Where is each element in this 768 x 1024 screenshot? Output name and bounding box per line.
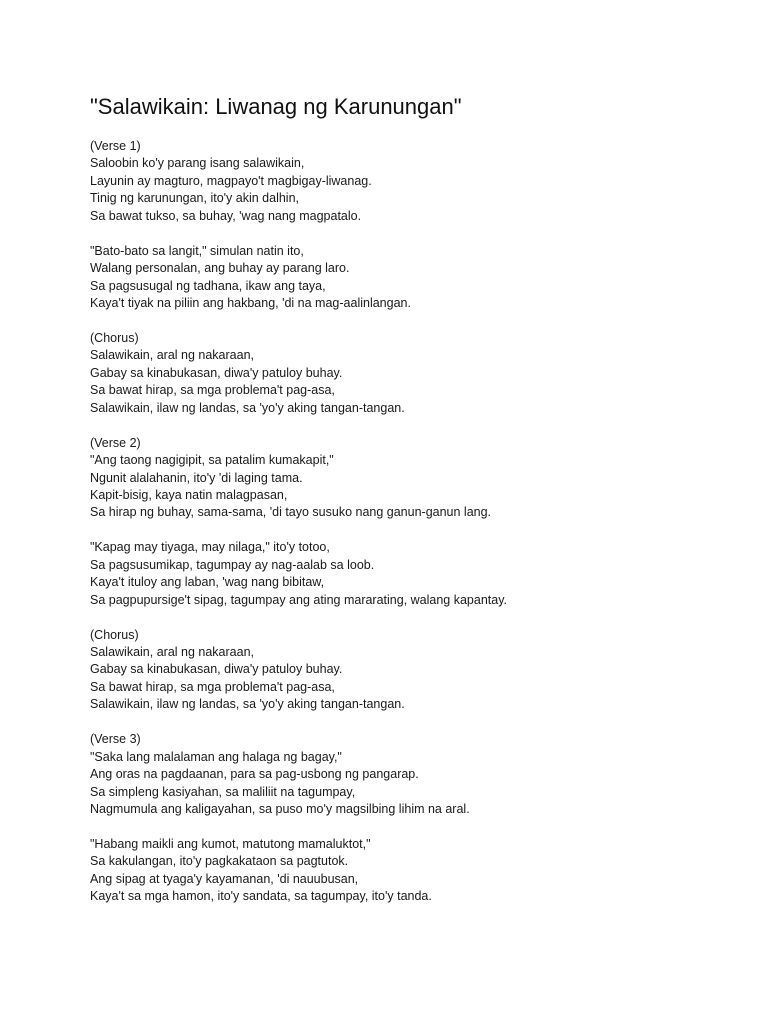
section-heading: (Verse 1)	[90, 139, 141, 153]
lyric-line: Salawikain, ilaw ng landas, sa 'yo'y aking tangan-tangan.	[90, 400, 405, 415]
stanza	[90, 138, 730, 225]
section-heading: (Verse 2)	[90, 435, 141, 450]
lyric-line: Sa hirap ng buhay, sama-sama, 'di tayo susuko nang ganun-ganun lang.	[90, 505, 492, 520]
lyric-line: Ang sipag at tyaga'y kayamanan, 'di nauubusan,	[90, 871, 359, 886]
lyric-line: Walang personalan, ang buhay ay parang laro.	[90, 261, 350, 276]
lyric-line: "Kapag may tiyaga, may nilaga," ito'y totoo,	[90, 540, 330, 555]
lyric-line: Sa bawat hirap, sa mga problema't pag-asa,	[90, 679, 335, 694]
lyric-line: Kaya't ituloy ang laban, 'wag nang bibitaw,	[90, 575, 325, 590]
stanza	[90, 435, 730, 522]
lyric-line: Salawikain, aral ng nakaraan,	[90, 348, 254, 363]
lyric-line: Sa simpleng kasiyahan, sa maliliit na tagumpay,	[90, 784, 356, 799]
lyric-line: Sa pagpupursige't sipag, tagumpay ang ating mararating, walang kapantay.	[90, 592, 508, 607]
section-heading: (Chorus)	[90, 330, 139, 345]
lyric-line: Sa bawat hirap, sa mga problema't pag-asa,	[90, 383, 335, 398]
lyric-line: Gabay sa kinabukasan, diwa'y patuloy buhay.	[90, 365, 343, 380]
lyric-line: Nagmumula ang kaligayahan, sa puso mo'y magsilbing lihim na aral.	[90, 802, 470, 816]
lyric-line: Salawikain, ilaw ng landas, sa 'yo'y aking tangan-tangan.	[90, 697, 405, 712]
lyric-line: Kapit-bisig, kaya natin malagpasan,	[90, 487, 288, 502]
lyric-line: Ang oras na pagdaanan, para sa pag-usbong ng pangarap.	[90, 767, 419, 782]
lyric-line: Kaya't sa mga hamon, ito'y sandata, sa tagumpay, ito'y tanda.	[90, 889, 432, 904]
section-heading: (Chorus)	[90, 627, 139, 642]
stanza	[90, 836, 730, 906]
stanza	[90, 330, 730, 417]
lyric-line: Layunin ay magturo, magpayo't magbigay-liwanag.	[90, 173, 372, 188]
lyric-line: Sa pagsusumikap, tagumpay ay nag-aalab sa loob.	[90, 557, 375, 572]
lyric-line: "Saka lang malalaman ang halaga ng bagay,"	[90, 749, 342, 764]
lyric-line: Salawikain, aral ng nakaraan,	[90, 645, 254, 659]
lyric-line: Sa bawat tukso, sa buhay, 'wag nang magpatalo.	[90, 208, 362, 223]
stanza	[90, 627, 730, 714]
lyric-line: Tinig ng karunungan, ito'y akin dalhin,	[90, 191, 300, 206]
lyric-line: Kaya't tiyak na piliin ang hakbang, 'di na mag-aalinlangan.	[90, 296, 411, 310]
lyric-line: Saloobin ko'y parang isang salawikain,	[90, 156, 305, 171]
lyric-line: "Habang maikli ang kumot, matutong mamaluktot,"	[90, 836, 371, 851]
song-lyrics	[90, 138, 730, 923]
lyric-line: Gabay sa kinabukasan, diwa'y patuloy buhay.	[90, 662, 343, 677]
lyric-line: Ngunit alalahanin, ito'y 'di laging tama.	[90, 470, 303, 485]
lyric-line: Sa kakulangan, ito'y pagkakataon sa pagtutok.	[90, 854, 349, 869]
section-heading: (Verse 3)	[90, 732, 141, 747]
stanza	[90, 731, 730, 818]
stanza	[90, 539, 730, 609]
document-title: "Salawikain: Liwanag ng Karunungan"	[90, 94, 462, 119]
lyric-line: Sa pagsusugal ng tadhana, ikaw ang taya,	[90, 278, 326, 293]
stanza	[90, 243, 730, 313]
lyric-line: "Ang taong nagigipit, sa patalim kumakapit,"	[90, 453, 334, 468]
lyric-line: "Bato-bato sa langit," simulan natin ito,	[90, 243, 304, 258]
